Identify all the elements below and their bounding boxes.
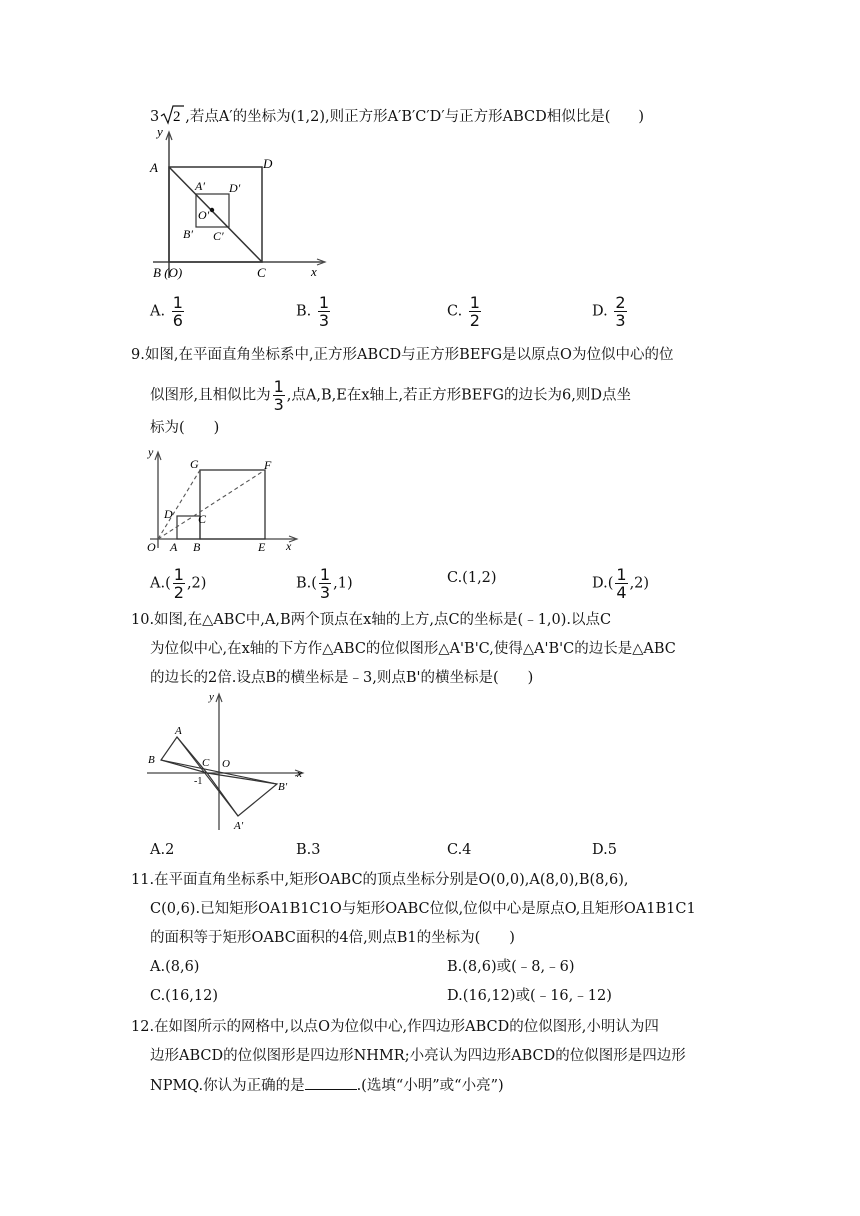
q9-label-e: E	[258, 540, 266, 554]
q12-stem-line3	[150, 1075, 504, 1096]
q9-label-b: B	[193, 540, 201, 554]
option-label: C.	[447, 303, 463, 320]
q10-option-d[interactable]: D.5	[592, 842, 617, 858]
q8-option-d[interactable]	[592, 294, 629, 329]
denominator: 3	[273, 395, 284, 414]
option-tail: ,1)	[333, 575, 353, 592]
q10-label-b1: B′	[278, 781, 288, 793]
option-label: B.	[296, 303, 312, 320]
q8-label-o1: O′	[198, 208, 210, 222]
q10-label-a: A	[175, 725, 182, 737]
numerator: 1	[469, 293, 480, 312]
q10-option-a[interactable]: A.2	[150, 842, 175, 858]
q9-text-a: 似图形,且相似比为	[150, 387, 271, 404]
q8-option-b[interactable]	[296, 294, 332, 329]
q9-label-a: A	[170, 540, 178, 554]
q8-label-c: C	[257, 265, 266, 280]
denominator: 6	[172, 311, 183, 330]
option-label: B.(	[296, 575, 317, 592]
q8-label-c1: C′	[213, 229, 224, 243]
q9-label-y: y	[148, 448, 154, 459]
q11-option-c[interactable]: C.(16,12)	[150, 988, 219, 1004]
fraction	[319, 566, 331, 601]
q9-label-x: x	[286, 539, 292, 553]
q10-stem-line1: 10.如图,在△ABC中,A,B两个顶点在x轴的上方,点C的坐标是(﹣1,0).以点C	[131, 612, 612, 628]
denominator: 2	[469, 311, 480, 330]
option-label: D.(	[592, 575, 614, 592]
numerator: 1	[273, 377, 284, 396]
dashed-line-og	[158, 470, 200, 539]
q11-option-b[interactable]: B.(8,6)或(﹣8,﹣6)	[447, 959, 575, 975]
option-tail: ,2)	[186, 575, 207, 592]
sqrt-radical-icon	[159, 104, 185, 126]
q9-option-a[interactable]	[150, 566, 206, 601]
q8-stem	[150, 104, 644, 127]
fraction	[469, 294, 481, 329]
fraction	[614, 294, 626, 329]
q8-coef: 3	[150, 109, 160, 125]
option-label: A.(	[150, 575, 171, 592]
q10-label-x: x	[297, 768, 302, 780]
q9-stem-line2	[150, 378, 631, 413]
option-label: A.	[150, 303, 166, 320]
q9-label-g: G	[190, 457, 199, 471]
denominator: 3	[615, 311, 626, 330]
sqrt-radicand: 2	[173, 109, 181, 125]
q9-label-c: C	[198, 512, 207, 526]
numerator: 1	[318, 293, 330, 312]
q9-ratio-fraction	[273, 378, 285, 413]
numerator: 1	[616, 565, 627, 584]
option-label: D.	[592, 303, 608, 320]
q8-label-d1: D′	[229, 181, 241, 195]
q12-text-a: NPMQ.你认为正确的是	[150, 1078, 305, 1094]
q10-label-minus1: -1	[194, 776, 203, 787]
q10-label-a1: A′	[234, 820, 244, 832]
q8-label-b1: B′	[183, 227, 193, 241]
triangle-a1b1c	[207, 773, 277, 816]
q10-label-y: y	[209, 691, 214, 703]
q9-option-b[interactable]	[296, 566, 353, 601]
fraction	[172, 294, 184, 329]
fraction	[615, 566, 627, 601]
numerator: 2	[615, 293, 626, 312]
q10-label-b: B	[148, 754, 155, 766]
fraction	[173, 566, 185, 601]
q8-stem-end: )	[638, 109, 645, 125]
sqrt-symbol	[159, 104, 185, 127]
q11-option-a[interactable]: A.(8,6)	[150, 959, 200, 975]
denominator: 3	[319, 583, 331, 602]
option-tail: ,2)	[629, 575, 650, 592]
fraction	[318, 294, 330, 329]
q11-stem-line2: C(0,6).已知矩形OA1B1C1O与矩形OABC位似,位似中心是原点O,且矩形OA1B1C1	[150, 901, 696, 917]
q9-label-o: O	[147, 540, 156, 554]
q11-option-d[interactable]: D.(16,12)或(﹣16,﹣12)	[447, 988, 612, 1004]
numerator: 1	[319, 565, 331, 584]
q9-stem-line3: 标为( )	[150, 420, 220, 436]
q9-figure	[140, 448, 305, 558]
q10-option-b[interactable]: B.3	[296, 842, 321, 858]
q10-stem-line3: 的边长的2倍.设点B的横坐标是﹣3,则点B'的横坐标是( )	[150, 670, 534, 686]
q9-label-f: F	[264, 458, 272, 472]
q9-text-b: ,点A,B,E在x轴上,若正方形BEFG的边长为6,则D点坐	[286, 387, 631, 404]
q10-option-c[interactable]: C.4	[447, 842, 472, 858]
q11-stem-line3: 的面积等于矩形OABC面积的4倍,则点B1的坐标为( )	[150, 930, 515, 946]
q11-stem-line1: 11.在平面直角坐标系中,矩形OABC的顶点坐标分别是O(0,0),A(8,0),B(8,6),	[131, 872, 629, 888]
point-o1	[210, 208, 214, 212]
denominator: 2	[173, 583, 184, 602]
option-label: C.(1,2)	[447, 570, 497, 586]
q8-label-a: A	[150, 160, 158, 175]
q10-figure	[143, 690, 313, 835]
q8-label-y: y	[157, 128, 163, 139]
dashed-line-of	[158, 470, 265, 539]
q12-text-b: .(选填“小明”或“小亮”)	[356, 1078, 504, 1094]
denominator: 4	[616, 583, 627, 602]
q10-label-c: C	[202, 757, 210, 769]
answer-blank[interactable]	[305, 1075, 357, 1090]
q8-label-d: D	[263, 156, 273, 171]
q12-stem-line2: 边形ABCD的位似图形是四边形NHMR;小亮认为四边形ABCD的位似图形是四边形	[150, 1048, 686, 1064]
q8-label-x: x	[311, 264, 317, 279]
q10-stem-line2: 为位似中心,在x轴的下方作△ABC的位似图形△A'B'C,使得△A'B'C的边长是△ABC	[150, 641, 676, 657]
square-befg	[200, 470, 265, 539]
diagonal-ac	[169, 167, 262, 262]
numerator: 1	[173, 565, 184, 584]
q8-label-a1: A′	[195, 179, 205, 193]
q8-label-bo: B (O)	[153, 265, 183, 280]
q9-option-c[interactable]	[447, 568, 497, 588]
q10-label-o: O	[222, 758, 230, 770]
q8-figure	[145, 128, 335, 280]
q12-stem-line1: 12.在如图所示的网格中,以点O为位似中心,作四边形ABCD的位似图形,小明认为四	[131, 1019, 659, 1035]
q9-stem-line1: 9.如图,在平面直角坐标系中,正方形ABCD与正方形BEFG是以原点O为位似中心的位	[131, 347, 674, 363]
q8-option-a[interactable]	[150, 294, 186, 329]
denominator: 3	[318, 311, 330, 330]
q9-label-d: D	[164, 507, 173, 521]
numerator: 1	[172, 293, 183, 312]
q8-option-c[interactable]	[447, 294, 483, 329]
q8-stem-text: ,若点A′的坐标为(1,2),则正方形A′B′C′D′与正方形ABCD相似比是(	[185, 109, 611, 125]
q9-option-d[interactable]	[592, 566, 649, 601]
